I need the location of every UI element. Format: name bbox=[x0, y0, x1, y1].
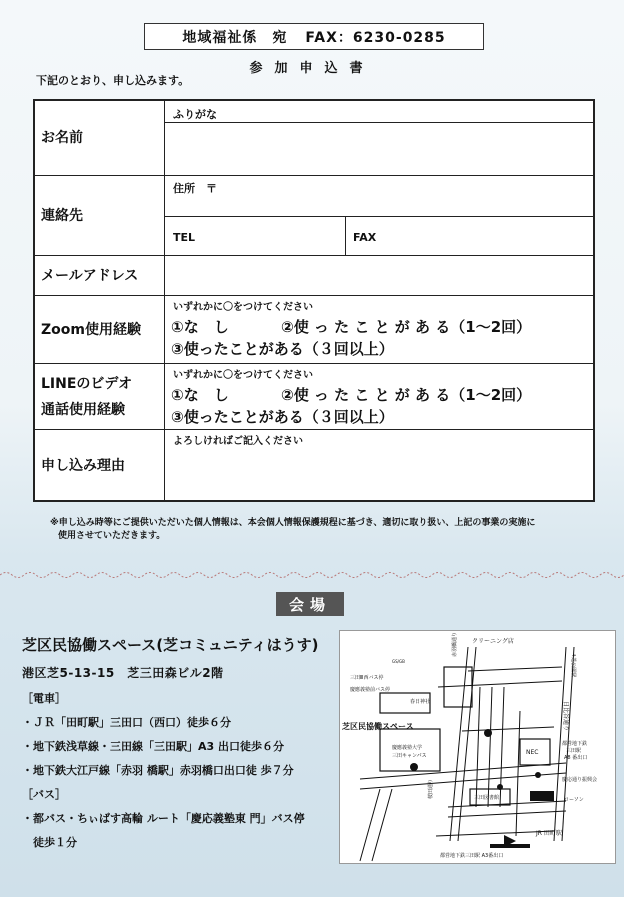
line-label-1: LINEのビデオ bbox=[41, 375, 133, 392]
venue-address: 港区芝5-13-15 芝三田森ビル2階 bbox=[22, 666, 224, 680]
access-line-5: ・都バス・ちぃばす高輪 ルート「慶応義塾東 門」バス停 bbox=[22, 812, 305, 825]
tel-label[interactable]: TEL bbox=[173, 231, 196, 244]
reason-cell[interactable] bbox=[165, 430, 593, 502]
access-line-0: ［電車］ bbox=[22, 692, 66, 705]
station-marker-icon bbox=[410, 763, 418, 771]
map-sakurada-dori: 桜田通り bbox=[428, 778, 434, 799]
map-lawson: ローソン bbox=[564, 797, 584, 803]
map-akabane-dori: 赤羽橋通り bbox=[452, 631, 458, 657]
fax-label[interactable]: FAX bbox=[353, 231, 377, 244]
tel-fax-divider bbox=[345, 216, 346, 255]
reason-row bbox=[35, 430, 593, 502]
access-line-4: ［バス］ bbox=[22, 788, 66, 801]
map-mita3: 三田Ⅲ西バス停 bbox=[350, 675, 384, 681]
contact-label: 連絡先 bbox=[35, 176, 165, 255]
line-option-3[interactable]: ③使ったことがある（３回以上） bbox=[171, 408, 394, 426]
fax-number: FAX：6230-0285 bbox=[305, 29, 446, 46]
name-cell bbox=[165, 101, 593, 175]
map-shiba-koen: ↑芝公園駅 bbox=[570, 653, 576, 678]
exit-marker-icon bbox=[535, 772, 541, 778]
zoom-cell bbox=[165, 296, 593, 363]
map-kasuga: 春日神社 bbox=[410, 699, 431, 705]
map-bottom-label: 都営地下鉄三田駅 A3番出口 bbox=[440, 853, 504, 859]
line-label-2: 通話使用経験 bbox=[41, 401, 125, 418]
map-keio-dori-kai: 慶応通り振興会 bbox=[562, 777, 598, 783]
map-subway-3: A8 番出口 bbox=[564, 755, 588, 761]
zoom-option-3[interactable]: ③使ったことがある（３回以上） bbox=[171, 340, 394, 358]
library-marker-icon bbox=[497, 784, 503, 790]
intro-text: 下記のとおり、申し込みます。 bbox=[36, 74, 190, 87]
map-keio-bus: 慶應義塾前バス停 bbox=[350, 687, 391, 693]
address-label[interactable]: 住所 〒 bbox=[173, 182, 217, 195]
map-building bbox=[530, 791, 554, 801]
map-blocks bbox=[380, 667, 550, 805]
email-row bbox=[35, 256, 593, 296]
map-hibiya-dori: 日比谷通り bbox=[562, 701, 569, 732]
address-divider bbox=[165, 216, 593, 217]
fax-recipient: 地域福祉係 宛 bbox=[182, 29, 288, 46]
privacy-note bbox=[50, 517, 590, 543]
line-option-2[interactable]: ②使 っ た こ と が あ る（1～2回） bbox=[281, 386, 532, 404]
application-form-table bbox=[33, 99, 595, 502]
line-cell bbox=[165, 364, 593, 429]
map-keio-univ-2: 三田キャンパス bbox=[392, 753, 427, 759]
map-drawing bbox=[340, 631, 615, 863]
line-row bbox=[35, 364, 593, 430]
zoom-option-1[interactable]: ①な し bbox=[171, 318, 229, 336]
name-row bbox=[35, 101, 593, 176]
reason-hint: よろしければご記入ください bbox=[173, 436, 303, 447]
zoom-hint: いずれかに〇をつけてください bbox=[173, 302, 313, 313]
map-rail bbox=[490, 844, 530, 848]
furigana-label: ふりがな bbox=[173, 108, 217, 121]
map-nec: NEC bbox=[526, 749, 539, 756]
venue-map bbox=[339, 630, 616, 864]
access-line-1: ・ＪＲ「田町駅」三田口（西口）徒歩６分 bbox=[22, 716, 231, 729]
email-label: メールアドレス bbox=[35, 256, 165, 295]
map-keio-univ-1: 慶應義塾大学 bbox=[392, 745, 423, 751]
map-subway-1: 都営地下鉄 bbox=[562, 741, 588, 747]
form-title: 参加申込書 bbox=[249, 61, 375, 76]
line-option-1[interactable]: ①な し bbox=[171, 386, 229, 404]
fax-header-box bbox=[144, 23, 484, 50]
map-subway-2: 三田駅 bbox=[566, 748, 582, 754]
venue-badge: 会場 bbox=[276, 592, 344, 616]
zoom-row bbox=[35, 296, 593, 364]
map-small-label: GS/GB bbox=[392, 659, 405, 664]
map-jr-tamachi: JR 田町駅 bbox=[536, 830, 562, 837]
access-line-2: ・地下鉄浅草線・三田線「三田駅」A3 出口徒歩６分 bbox=[22, 740, 284, 753]
privacy-note-line-2: 使用させていただきます。 bbox=[58, 531, 166, 541]
venue-name: 芝区民協働スペース(芝コミュニティはうす) bbox=[22, 636, 319, 654]
line-hint: いずれかに〇をつけてください bbox=[173, 370, 313, 381]
map-mita-library: 三田図書館 bbox=[474, 795, 500, 801]
privacy-note-line-1: ※申し込み時等にご提供いただいた個人情報は、本会個人情報保護規程に基づき、適切に取り扱い、上記の事業の実施に bbox=[50, 518, 536, 528]
zoom-option-2[interactable]: ②使 っ た こ と が あ る（1～2回） bbox=[281, 318, 532, 336]
name-label: お名前 bbox=[35, 101, 165, 175]
contact-row bbox=[35, 176, 593, 256]
zoom-label: Zoom使用経験 bbox=[35, 296, 165, 363]
venue-marker-icon bbox=[484, 729, 492, 737]
decorative-divider bbox=[0, 570, 624, 580]
name-input-area[interactable] bbox=[165, 123, 593, 175]
map-venue-label: 芝区民協働スペース bbox=[342, 722, 414, 731]
line-label bbox=[35, 364, 165, 429]
contact-cell bbox=[165, 176, 593, 255]
reason-label: 申し込み理由 bbox=[35, 430, 165, 502]
email-input-area[interactable] bbox=[165, 256, 593, 295]
access-line-3: ・地下鉄大江戸線「赤羽 橋駅」赤羽橋口出口徒 歩７分 bbox=[22, 764, 294, 777]
map-cleaning: クリーニング店 bbox=[472, 638, 514, 645]
access-line-6: 徒歩１分 bbox=[22, 836, 77, 849]
